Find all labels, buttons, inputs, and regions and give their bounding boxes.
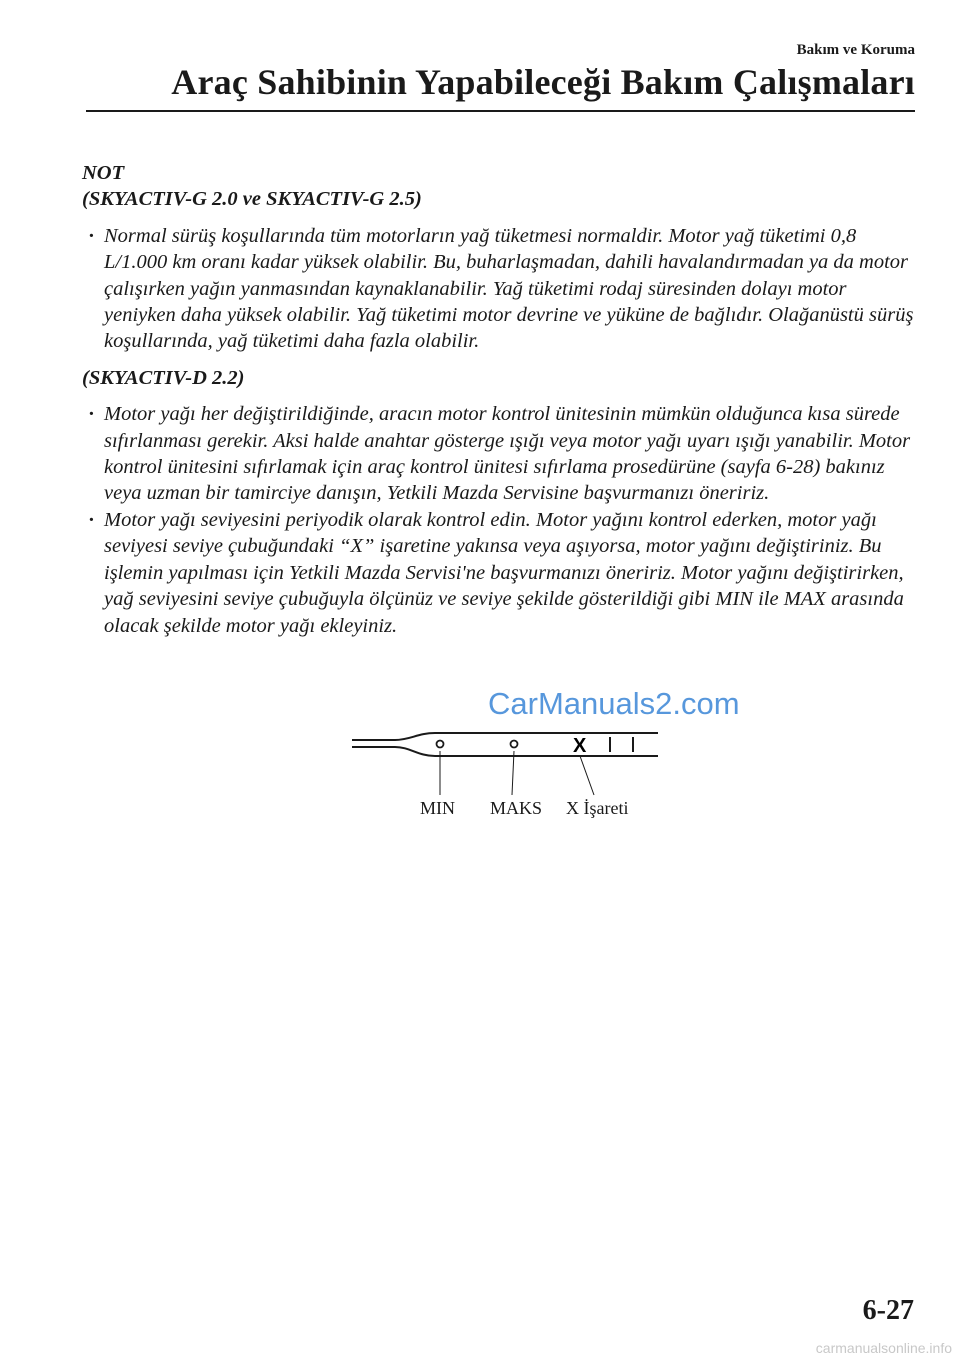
x-mark: X [573,735,587,757]
bullet-item: · Motor yağı seviyesini periyodik olarak kontrol edin. Motor yağını kontrol ederken, motor yağı seviyesi seviye çubuğundaki “X” işaretine yakınsa veya aşıyorsa, motor yağını değiştiriniz. Bu işlemin yapılması için Yetkili Mazda Servisi'ne başvurmanızı öneririz. Motor yağını değiştirirken, yağ seviyesini seviye çubuğuyla ölçünüz ve seviye şekilde gösterildiği gibi MIN ile MAX arasında olacak şekilde motor yağı ekleyiniz. [82,507,916,639]
leader-lines [440,751,594,795]
bullet-list-skyactiv-g [82,223,916,355]
chapter-title: Araç Sahibinin Yapabileceği Bakım Çalışmaları [171,62,915,102]
dipstick-figure [340,725,670,825]
min-hole-icon [437,741,444,748]
label-min: MIN [420,798,455,818]
subhead-skyactiv-g: (SKYACTIV-G 2.0 ve SKYACTIV-G 2.5) [82,188,422,211]
label-maks: MAKS [490,798,543,818]
gauge-tick-marks [610,737,633,752]
section-label: Bakım ve Koruma [796,42,915,58]
header-rule [86,110,915,112]
bullet-list-skyactiv-d [82,401,916,639]
dipstick-rod [352,733,658,756]
bullet-item: · Motor yağı her değiştirildiğinde, aracın motor kontrol ünitesinin mümkün olduğunca kısa sürede sıfırlanması gerekir. Aksi halde anahtar gösterge ışığı veya motor yağı uyarı ışığı yanabilir. Motor kontrol ünitesini sıfırlamak için araç kontrol ünitesi sıfırlama prosedürüne (sayfa 6-28) bakınız veya uzman bir tamirciye danışın, Yetkili Mazda Servisine başvurmanızı öneririz. [82,401,916,507]
watermark: CarManuals2.com [488,686,740,721]
label-x-mark: X İşareti [566,798,629,818]
maks-hole-icon [511,741,518,748]
note-block [82,160,916,639]
bullet-item: · Normal sürüş koşullarında tüm motorların yağ tüketmesi normaldir. Motor yağ tüketimi 0,8 L/1.000 km oranı kadar yüksek olabilir. Bu, buharlaşmadan, dahili havalandırmadan ya da motor çalışırken yağın yanmasından kaynaklanabilir. Yağ tüketimi rodaj süresinden dolayı motor yeniyken daha yüksek olabilir. Yağ tüketimi motor devrine ve yüküne de bağlıdır. Olağanüstü sürüş koşullarında, yağ tüketimi daha fazla olabilir. [82,223,916,355]
note-label: NOT [82,162,125,184]
page-number: 6-27 [862,1295,914,1326]
subhead-skyactiv-d: (SKYACTIV-D 2.2) [82,366,245,389]
footer-site: carmanualsonline.info [815,1340,952,1356]
page-header [86,40,915,104]
